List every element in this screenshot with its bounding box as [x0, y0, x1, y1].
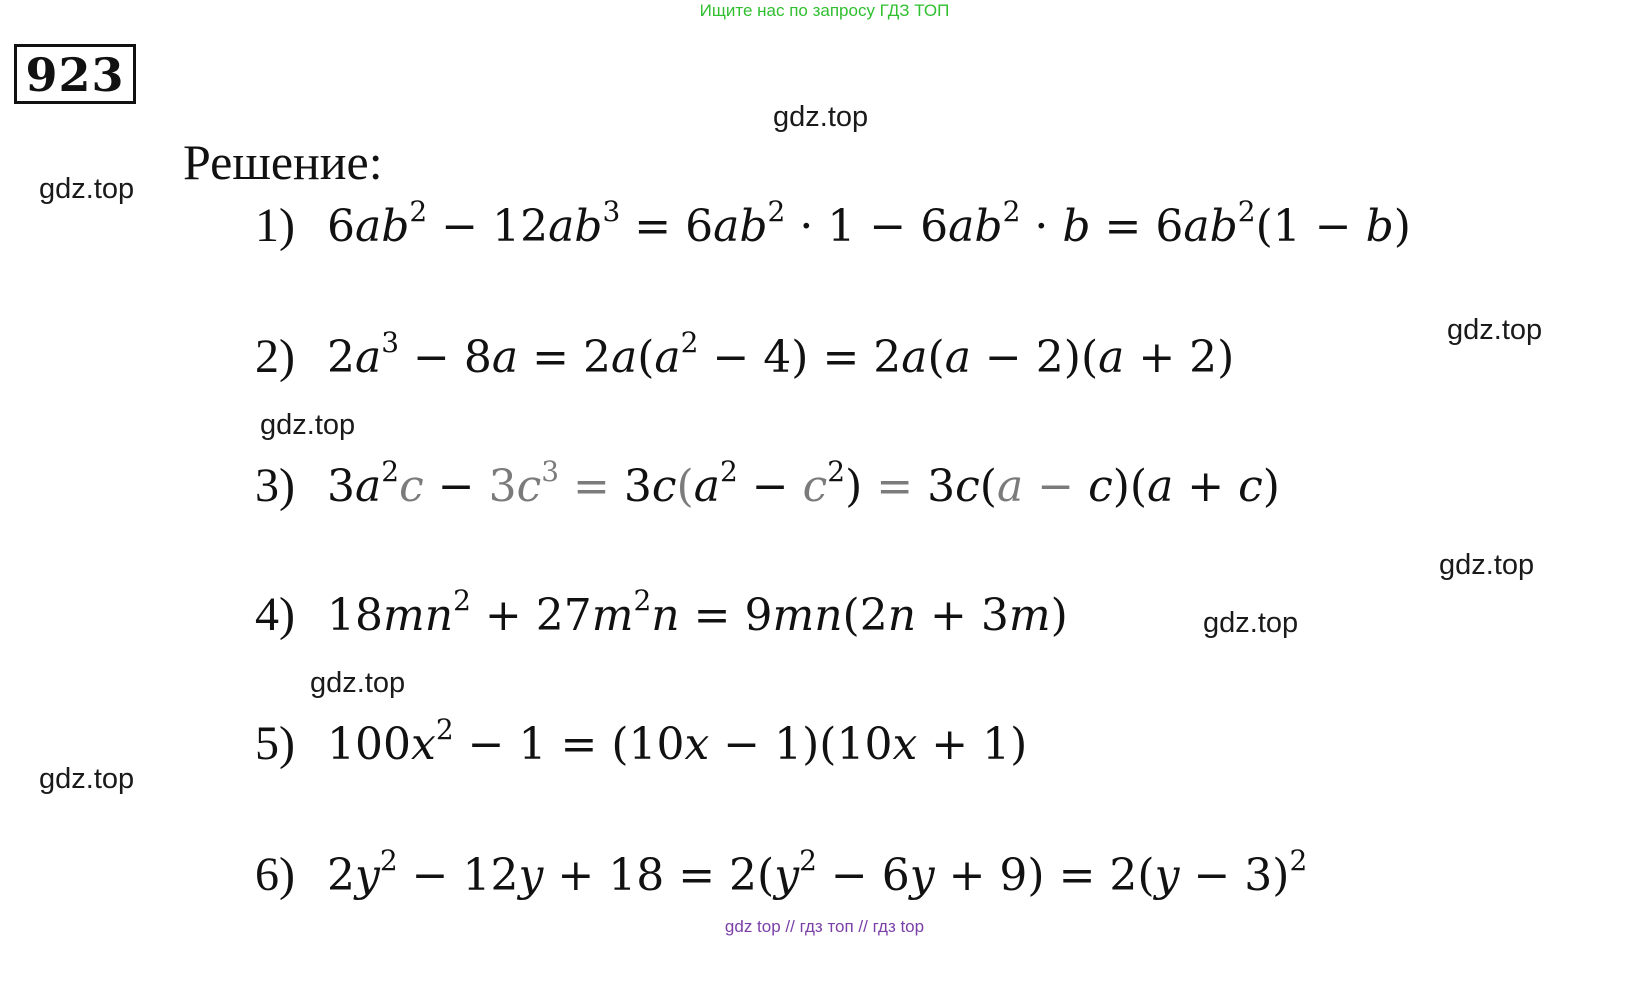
equation-label: 3)	[255, 459, 295, 512]
equation-label: 2)	[255, 330, 295, 383]
equation-line-3	[255, 456, 1280, 517]
equation-label: 5)	[255, 717, 295, 770]
watermark: gdz.top	[310, 667, 406, 699]
watermark: gdz.top	[39, 173, 135, 205]
equation-line-6	[255, 845, 1307, 906]
equation-line-1	[255, 196, 1411, 257]
watermark: gdz.top	[1447, 314, 1543, 346]
equation-label: 1)	[255, 199, 295, 252]
solution-heading: Решение:	[183, 134, 383, 190]
watermark: gdz.top	[39, 763, 135, 795]
equation-expression: $3a^2c - 3c^3 = 3c(a^2 - c^2) = 3c(a - c)(a + c)$	[327, 455, 1280, 512]
equation-expression: $6ab^2 - 12ab^3 = 6ab^2 \cdot 1 - 6ab^2 \cdot b = 6ab^2(1 - b)$	[327, 195, 1411, 252]
equation-label: 4)	[255, 588, 295, 641]
equation-expression: $2a^3 - 8a = 2a(a^2 - 4) = 2a(a - 2)(a + 2)$	[327, 326, 1235, 383]
task-number-box: 923	[14, 44, 136, 104]
watermark: gdz.top	[1203, 607, 1299, 639]
equation-line-5	[255, 714, 1027, 775]
equation-expression: $18mn^2 + 27m^2n = 9mn(2n + 3m)$	[327, 584, 1068, 641]
equation-expression: $2y^2 - 12y + 18 = 2(y^2 - 6y + 9) = 2(y - 3)^2$	[327, 844, 1308, 901]
bottom-banner: gdz top // гдз топ // гдз top	[724, 917, 925, 936]
top-banner: Ищите нас по запросу ГДЗ ТОП	[699, 1, 950, 20]
watermark: gdz.top	[773, 101, 869, 133]
watermark: gdz.top	[260, 409, 356, 441]
equation-line-4	[255, 585, 1068, 646]
equation-expression: $100x^2 - 1 = (10x - 1)(10x + 1)$	[327, 713, 1028, 770]
watermark: gdz.top	[1439, 549, 1535, 581]
equation-label: 6)	[255, 848, 295, 901]
equation-line-2	[255, 327, 1234, 388]
